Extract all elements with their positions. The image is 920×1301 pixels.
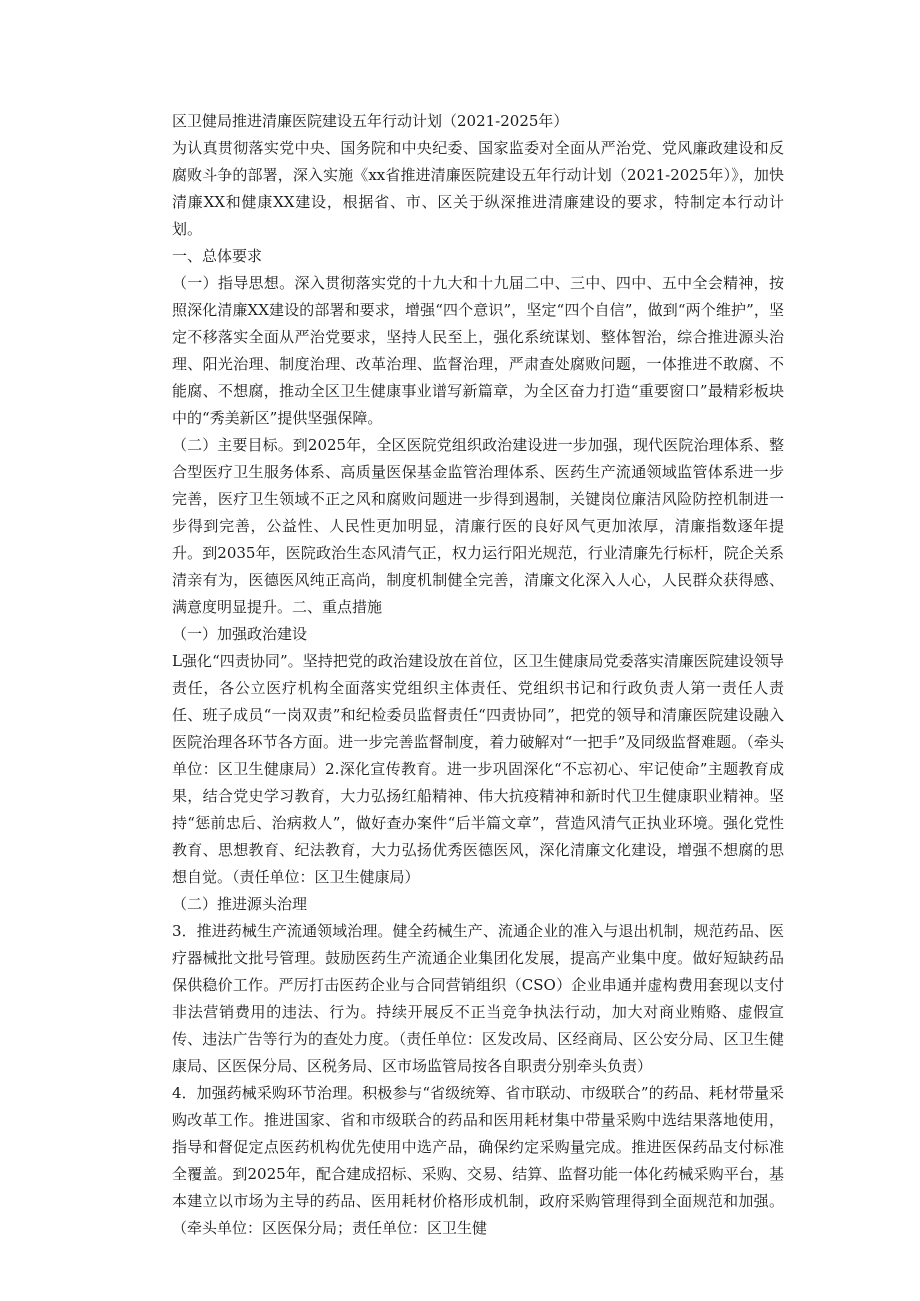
subheading-political-construction: （一）加强政治建设	[172, 625, 308, 643]
intro-paragraph: 为认真贯彻落实党中央、国务院和中央纪委、国家监委对全面从严治党、党风廉政建设和反腐败斗争的部署，深入实施《xx省推进清廉医院建设五年行动计划（2021-2025年）》，加快清廉XX和健康XX建设，根据省、市、区关于纵深推进清廉建设的要求，特制定本行动计划。	[172, 139, 784, 238]
paragraph-guiding-ideology: （一）指导思想。深入贯彻落实党的十九大和十九届二中、三中、四中、五中全会精神，按照深化清廉XX建设的部署和要求，增强“四个意识”，坚定“四个自信”，做到“两个维护”，坚定不移落实全面从严治党要求，坚持人民至上，强化系统谋划、整体智治，综合推进源头治理、阳光治理、制度治理、改革治理、监督治理，严肃查处腐败问题，一体推进不敢腐、不能腐、不想腐，推动全区卫生健康事业谱写新篇章，为全区奋力打造“重要窗口”最精彩板块中的“秀美新区”提供坚强保障。	[172, 274, 784, 427]
document-title: 区卫健局推进清廉医院建设五年行动计划（2021-2025年）	[172, 112, 569, 130]
document-page	[172, 108, 784, 1242]
paragraph-item-4: 4．加强药械采购环节治理。积极参与“省级统筹、省市联动、市级联合”的药品、耗材带量采购改革工作。推进国家、省和市级联合的药品和医用耗材集中带量采购中选结果落地使用，指导和督促定点医药机构优先使用中选产品，确保约定采购量完成。推进医保药品支付标准全覆盖。到2025年，配合建成招标、采购、交易、结算、监督功能一体化药械采购平台，基本建立以市场为主导的药品、医用耗材价格形成机制，政府采购管理得到全面规范和加强。（牵头单位：区医保分局；责任单位：区卫生健	[172, 1084, 784, 1237]
paragraph-item-3: 3．推进药械生产流通领域治理。健全药械生产、流通企业的准入与退出机制，规范药品、医疗器械批文批号管理。鼓励医药生产流通企业集团化发展，提高产业集中度。做好短缺药品保供稳价工作。严厉打击医药企业与合同营销组织（CSO）企业串通并虚构费用套现以支付非法营销费用的违法、行为。持续开展反不正当竞争执法行动，加大对商业贿赂、虚假宣传、违法广告等行为的查处力度。（责任单位：区发改局、区经商局、区公安分局、区卫生健康局、区医保分局、区税务局、区市场监管局按各自职责分别牵头负责）	[172, 922, 784, 1075]
paragraph-four-responsibilities: L强化“四责协同”。坚持把党的政治建设放在首位，区卫生健康局党委落实清廉医院建设领导责任，各公立医疗机构全面落实党组织主体责任、党组织书记和行政负责人第一责任人责任、班子成员“一岗双责”和纪检委员监督责任“四责协同”，把党的领导和清廉医院建设融入医院治理各环节各方面。进一步完善监督制度，着力破解对“一把手”及同级监督难题。（牵头单位：区卫生健康局）2.深化宣传教育。进一步巩固深化“不忘初心、牢记使命”主题教育成果，结合党史学习教育，大力弘扬红船精神、伟大抗疫精神和新时代卫生健康职业精神。坚持“惩前忠后、治病救人”，做好查办案件“后半篇文章”，营造风清气正执业环境。强化党性教育、思想教育、纪法教育，大力弘扬优秀医德医风，深化清廉文化建设，增强不想腐的思想自觉。（责任单位：区卫生健康局）	[172, 652, 784, 886]
section-heading-general-requirements: 一、总体要求	[172, 247, 263, 265]
paragraph-main-goals: （二）主要目标。到2025年，全区医院党组织政治建设进一步加强，现代医院治理体系、整合型医疗卫生服务体系、高质量医保基金监管治理体系、医药生产流通领域监管体系进一步完善，医疗卫生领域不正之风和腐败问题进一步得到遏制，关键岗位廉洁风险防控机制进一步得到完善，公益性、人民性更加明显，清廉行医的良好风气更加浓厚，清廉指数逐年提升。到2035年，医院政治生态风清气正，权力运行阳光规范，行业清廉先行标杆，院企关系清亲有为，医德医风纯正高尚，制度机制健全完善，清廉文化深入人心，人民群众获得感、满意度明显提升。二、重点措施	[172, 436, 784, 616]
subheading-source-governance: （二）推进源头治理	[172, 895, 308, 913]
